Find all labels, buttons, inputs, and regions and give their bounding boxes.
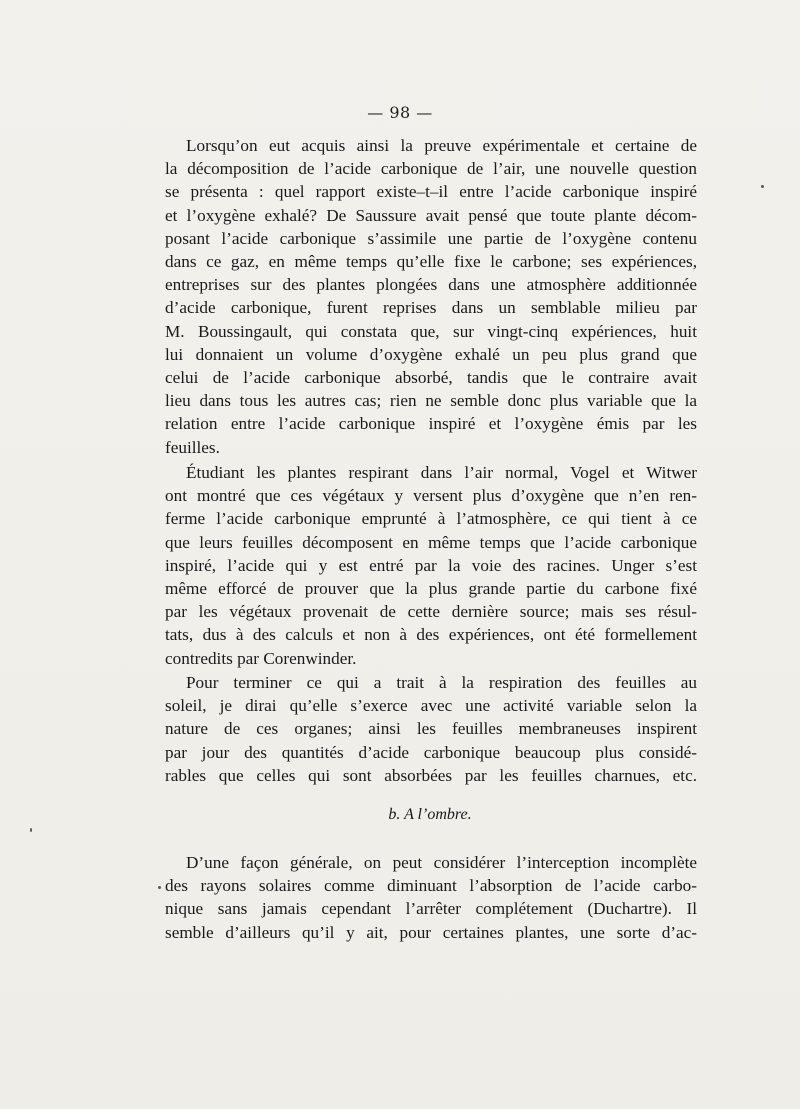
paragraph-3 xyxy=(165,671,697,787)
paragraph-line: se présenta : quel rapport existe–t–il entre l’acide carbonique inspiré xyxy=(165,182,697,202)
ink-speck xyxy=(30,828,32,832)
paragraph-line: par les végétaux provenait de cette dernière source; mais ses résul- xyxy=(165,602,697,622)
paragraph-line: même efforcé de prouver que la plus grande partie du carbone fixé xyxy=(165,579,697,599)
section-heading: b. A l’ombre. xyxy=(388,806,472,823)
paragraph-line: tats, dus à des calculs et non à des expériences, ont été formellement xyxy=(165,625,697,645)
paragraph-line: rables que celles qui sont absorbées par les feuilles charnues, etc. xyxy=(165,765,697,785)
paragraph-line: d’acide carbonique, furent reprises dans un semblable milieu par xyxy=(165,298,697,318)
paragraph-4 xyxy=(165,851,697,944)
paragraph-line: des rayons solaires comme diminuant l’absorption de l’acide carbo- xyxy=(165,876,697,896)
paragraph-line: soleil, je dirai qu’elle s’exerce avec une activité variable selon la xyxy=(165,696,697,716)
paragraph-line: D’une façon générale, on peut considérer l’interception incomplète xyxy=(186,853,697,872)
paragraph-line: inspiré, l’acide qui y est entré par la voie des racines. Unger s’est xyxy=(165,555,697,575)
paragraph-line: entreprises sur des plantes plongées dans une atmosphère additionnée xyxy=(165,275,697,295)
paragraph-line: ont montré que ces végétaux y versent plus d’oxygène que n’en ren- xyxy=(165,486,697,506)
paragraph-line: feuilles. xyxy=(165,437,220,457)
paragraph-2 xyxy=(165,461,697,670)
paragraph-line: lieu dans tous les autres cas; rien ne semble donc plus variable que la xyxy=(165,391,697,411)
paragraph-line: relation entre l’acide carbonique inspiré et l’oxygène émis par les xyxy=(165,414,697,434)
paragraph-line: Étudiant les plantes respirant dans l’air normal, Vogel et Witwer xyxy=(186,463,697,482)
paragraph-line: nique sans jamais cependant l’arrêter complétement (Duchartre). Il xyxy=(165,899,697,919)
paragraph-line: semble d’ailleurs qu’il y ait, pour certaines plantes, une sorte d’ac- xyxy=(165,922,697,942)
paragraph-line: celui de l’acide carbonique absorbé, tandis que le contraire avait xyxy=(165,368,697,388)
ink-speck xyxy=(158,886,161,889)
paragraph-line: ferme l’acide carbonique emprunté à l’atmosphère, ce qui tient à ce xyxy=(165,509,697,529)
paragraph-line: M. Boussingault, qui constata que, sur vingt-cinq expériences, huit xyxy=(165,321,697,341)
paragraph-1 xyxy=(165,134,697,459)
paragraph-line: Lorsqu’on eut acquis ainsi la preuve expérimentale et certaine de xyxy=(186,136,697,155)
ink-speck xyxy=(761,185,764,188)
paragraph-line: et l’oxygène exhalé? De Saussure avait pensé que toute plante décom- xyxy=(165,205,697,225)
paragraph-line: lui donnaient un volume d’oxygène exhalé un peu plus grand que xyxy=(165,344,697,364)
paragraph-line: posant l’acide carbonique s’assimile une partie de l’oxygène contenu xyxy=(165,228,697,248)
paragraph-line: par jour des quantités d’acide carbonique beaucoup plus considé- xyxy=(165,742,697,762)
paragraph-line: que leurs feuilles décomposent en même temps que l’acide carbonique xyxy=(165,532,697,552)
paragraph-line: la décomposition de l’acide carbonique de l’air, une nouvelle question xyxy=(165,159,697,179)
paragraph-line: nature de ces organes; ainsi les feuilles membraneuses inspirent xyxy=(165,719,697,739)
paragraph-line: dans ce gaz, en même temps qu’elle fixe le carbone; ses expériences, xyxy=(165,252,697,272)
paragraph-line: Pour terminer ce qui a trait à la respiration des feuilles au xyxy=(186,673,697,692)
page-number: — 98 — xyxy=(367,103,433,122)
paragraph-line: contredits par Corenwinder. xyxy=(165,648,357,668)
